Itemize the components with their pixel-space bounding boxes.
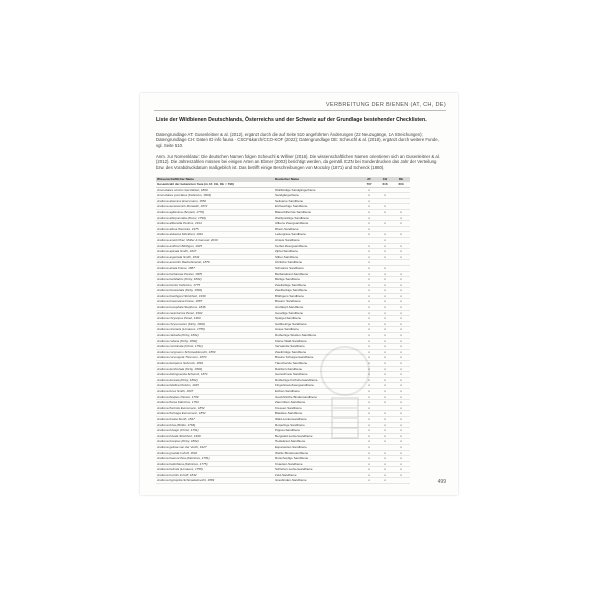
at-cell: x	[368, 478, 370, 483]
ch-cell: x	[384, 321, 386, 326]
at-cell: x	[368, 444, 370, 449]
de-cell: x	[400, 293, 402, 298]
at-cell: x	[368, 338, 370, 343]
de-cell: x	[400, 428, 402, 433]
ch-cell: x	[384, 327, 386, 332]
ch-cell: x	[384, 388, 386, 393]
scientific-name-cell: Ammobates vinctus Gerstäcker, 1869	[157, 187, 208, 192]
document-page	[140, 93, 458, 495]
at-cell: x	[368, 400, 370, 405]
german-name-cell: Zweibrütige Sandbiene	[275, 349, 307, 354]
watermark-logo	[310, 343, 380, 453]
german-name-cell: Rotschopfige Sandbiene	[275, 456, 309, 461]
de-cell: x	[400, 249, 402, 254]
at-cell: x	[368, 277, 370, 282]
ch-cell: x	[384, 254, 386, 259]
de-cell: x	[400, 366, 402, 371]
scientific-name-cell: Andrena coitana (Kirby, 1802)	[157, 338, 198, 343]
header-rule	[154, 110, 446, 111]
de-cell: x	[400, 388, 402, 393]
scientific-name-cell: Andrena fulvata Stöckhert, 1930	[157, 433, 201, 438]
ch-cell: x	[384, 433, 386, 438]
de-cell: x	[400, 254, 402, 259]
de-cell: x	[400, 433, 402, 438]
ch-cell: x	[384, 249, 386, 254]
scientific-name-cell: Andrena denticulata (Kirby, 1802)	[157, 366, 203, 371]
at-cell: x	[368, 372, 370, 377]
header-scientific-name: Wissenschaftlicher Name	[157, 177, 194, 181]
at-cell: x	[368, 187, 370, 192]
de-cell: x	[400, 316, 402, 321]
at-cell: x	[368, 333, 370, 338]
at-cell: x	[368, 215, 370, 220]
at-cell: x	[368, 221, 370, 226]
german-name-cell: Ledergraue Sandbiene	[275, 232, 307, 237]
at-cell: x	[368, 439, 370, 444]
de-cell: x	[400, 467, 402, 472]
header-german-name: Deutscher Name	[275, 177, 300, 181]
de-cell: x	[400, 243, 402, 248]
ch-cell: x	[384, 338, 386, 343]
ch-cell	[377, 216, 393, 221]
de-cell: x	[400, 215, 402, 220]
german-name-cell: Blüthgens Sandbiene	[275, 293, 304, 298]
de-cell	[393, 478, 409, 483]
german-name-cell: Bergwald-Lockensandbiene	[275, 433, 313, 438]
de-cell	[393, 260, 409, 265]
at-cell: x	[368, 316, 370, 321]
german-name-cell: Graubinden-Sandbiene	[275, 478, 307, 483]
ch-cell: x	[384, 450, 386, 455]
german-name-cell: Gewöhnliche Bindensandbiene	[275, 394, 318, 399]
at-cell: x	[368, 321, 370, 326]
scientific-name-cell: Andrena anthrisci Blüthgen, 1925	[157, 243, 203, 248]
at-cell: x	[368, 193, 370, 198]
ch-cell	[377, 199, 393, 204]
scientific-name-cell: Andrena floricola Eversmann, 1852	[157, 405, 205, 410]
at-cell: x	[368, 288, 370, 293]
scientific-name-cell: Andrena gelriae van der Vecht, 1927	[157, 444, 207, 449]
scientific-name-cell: Andrena flavipes Panzer, 1799	[157, 394, 199, 399]
scientific-name-cell: Andrena hattorfiana (Fabricius, 1775)	[157, 461, 208, 466]
running-head: VERBREITUNG DER BIENEN (AT, CH, DE)	[325, 102, 446, 108]
total-at: 707	[366, 182, 372, 186]
at-cell: x	[368, 254, 370, 259]
de-cell: x	[400, 405, 402, 410]
header-ch: CH	[382, 177, 388, 181]
german-name-cell: Rotbeinige Körbchensandbiene	[275, 377, 318, 382]
ch-cell: x	[384, 271, 386, 276]
at-cell: x	[368, 305, 370, 310]
scientific-name-cell: Andrena alfkenella Perkins, 1914	[157, 221, 202, 226]
scientific-name-cell: Andrena agilissima (Scopoli, 1770)	[157, 209, 205, 214]
german-name-cell: Schlehen-Lockensandbiene	[275, 467, 313, 472]
at-cell: x	[368, 243, 370, 248]
ch-cell: x	[384, 416, 386, 421]
ch-cell: x	[384, 422, 386, 427]
german-name-cell: Amiets Sandbiene	[275, 237, 300, 242]
ch-cell: x	[384, 333, 386, 338]
german-name-cell: Kleine Wald-Sandbiene	[275, 338, 307, 343]
german-name-cell: Gesellige Sandbiene	[275, 310, 304, 315]
scientific-name-cell: Andrena braunsiana Friese, 1887	[157, 299, 203, 304]
total-label: Gesamtzahl der bekannten Taxa (in AT, CH, DE = 798)	[157, 182, 234, 186]
scientific-name-cell: Andrena fucata Smith, 1847	[157, 416, 195, 421]
de-cell: x	[400, 461, 402, 466]
german-name-cell: Heidekraut-Sandbiene	[275, 439, 306, 444]
de-cell: x	[400, 288, 402, 293]
scientific-name-cell: Andrena distinguenda Schenck, 1871	[157, 372, 208, 377]
ch-cell: x	[384, 221, 386, 226]
scientific-name-cell: Andrena humilis Imhoff, 1832	[157, 472, 197, 477]
at-cell: x	[368, 204, 370, 209]
at-cell: x	[368, 394, 370, 399]
header-de: DE	[398, 177, 404, 181]
at-cell: x	[368, 232, 370, 237]
scientific-name-cell: Andrena gravida Imhoff, 1832	[157, 450, 198, 455]
scientific-name-cell: Andrena albopunctata (Rossi, 1790)	[157, 215, 206, 220]
scientific-name-cell: Andrena cineraria (Linnaeus, 1758)	[157, 327, 205, 332]
de-cell: x	[400, 439, 402, 444]
ch-cell: x	[384, 243, 386, 248]
german-name-cell: Bärtige Sandbiene	[275, 277, 301, 282]
total-spacer	[275, 182, 361, 187]
scientific-name-cell: Andrena apicata Smith, 1847	[157, 249, 197, 254]
ch-cell: x	[384, 204, 386, 209]
ch-cell: x	[384, 299, 386, 304]
de-cell: x	[400, 411, 402, 416]
german-name-cell: Rainfarn-Sandbiene	[275, 366, 303, 371]
german-name-cell: Wollbindige Sandgängerbiene	[275, 187, 316, 192]
ch-cell: x	[384, 366, 386, 371]
ch-cell: x	[384, 439, 386, 444]
german-name-cell: Weiße Bindensandbiene	[275, 450, 309, 455]
ch-cell: x	[384, 456, 386, 461]
scientific-name-cell: Ammobates punctatus (Fabricius, 1804)	[157, 193, 212, 198]
de-cell: x	[400, 327, 402, 332]
german-name-cell: Weißpunktige Sandbiene	[275, 215, 309, 220]
de-cell	[393, 227, 409, 232]
german-name-cell: Alfkens Zwergsandbiene	[275, 221, 309, 226]
german-name-cell: Verwandte Sandbiene	[275, 344, 305, 349]
at-cell: x	[368, 327, 370, 332]
german-name-cell: Pippau-Sandbiene	[275, 428, 301, 433]
de-cell: x	[400, 305, 402, 310]
german-name-cell: Schwarze Sandbiene	[275, 265, 304, 270]
de-cell: x	[400, 209, 402, 214]
at-cell: x	[368, 355, 370, 360]
german-name-cell: Wald-Lockensandbiene	[275, 416, 307, 421]
ch-cell: x	[384, 277, 386, 282]
ch-cell: x	[384, 232, 386, 237]
ch-cell	[377, 260, 393, 265]
german-name-cell: Spargel-Sandbiene	[275, 316, 302, 321]
scientific-name-cell: Andrena falsifica Perkins, 1915	[157, 383, 200, 388]
ch-cell: x	[384, 293, 386, 298]
ch-cell: x	[384, 461, 386, 466]
german-name-cell: Eichen-Sandbiene	[275, 388, 300, 393]
de-cell: x	[400, 394, 402, 399]
ch-cell: x	[384, 361, 386, 365]
ch-cell: x	[384, 265, 386, 270]
ch-cell	[377, 188, 393, 193]
at-cell: x	[368, 299, 370, 304]
scientific-name-cell: Andrena combinata (Christ, 1791)	[157, 344, 203, 349]
scientific-name-cell: Andrena aberrans Eversmann, 1852	[157, 198, 207, 203]
ch-cell: x	[384, 305, 386, 310]
de-cell: x	[400, 299, 402, 304]
scientific-name-cell: Andrena clarkella (Kirby, 1802)	[157, 333, 199, 338]
scientific-name-cell: Andrena helvola (Linnaeus, 1758)	[157, 467, 203, 472]
ch-cell: x	[384, 411, 386, 416]
german-name-cell: Esparsetten-Sandbiene	[275, 444, 307, 449]
german-name-cell: Graue Sandbiene	[275, 327, 299, 332]
scientific-name-cell: Andrena florivaga Eversmann, 1852	[157, 411, 206, 416]
at-cell: x	[368, 366, 370, 371]
at-cell: x	[368, 416, 370, 421]
ch-cell: x	[384, 193, 386, 198]
de-cell	[393, 188, 409, 193]
at-cell: x	[368, 209, 370, 214]
ch-cell: x	[384, 394, 386, 399]
de-cell	[393, 266, 409, 271]
german-name-cell: Blauschillernde Sandbiene	[275, 209, 312, 214]
de-cell: x	[400, 277, 402, 282]
de-cell: x	[400, 221, 402, 226]
ch-cell: x	[384, 209, 386, 214]
ch-cell: x	[384, 349, 386, 354]
at-cell: x	[368, 422, 370, 427]
de-cell: x	[400, 383, 402, 388]
de-cell: x	[400, 344, 402, 349]
german-name-cell: Fingerkraut-Zwergsandbiene	[275, 383, 314, 388]
german-name-cell: Zipfel-Sandbiene	[275, 249, 299, 254]
scientific-name-cell: Andrena bimaculata (Kirby, 1802)	[157, 288, 203, 293]
german-name-cell: Knautien-Sandbiene	[275, 461, 303, 466]
at-cell: x	[368, 467, 370, 472]
de-cell: x	[400, 400, 402, 405]
at-cell: x	[368, 456, 370, 461]
at-cell: x	[368, 198, 370, 203]
ch-cell: x	[384, 316, 386, 321]
scientific-name-cell: Andrena barbilabris (Kirby, 1802)	[157, 277, 202, 282]
scientific-name-cell: Andrena fuscipes (Kirby, 1802)	[157, 439, 199, 444]
at-cell: x	[368, 433, 370, 438]
scientific-name-cell: Andrena haemorrhoa (Fabricius, 1781)	[157, 456, 210, 461]
german-name-cell: Seltsame Sandbiene	[275, 198, 304, 203]
de-cell: x	[400, 338, 402, 343]
de-cell: x	[400, 355, 402, 360]
scientific-name-cell: Andrena carantonica Pérez, 1902	[157, 310, 203, 315]
scientific-name-cell: Andrena fulvago (Christ, 1791)	[157, 428, 199, 433]
at-cell: x	[368, 265, 370, 270]
scientific-name-cell: Andrena bluethgeni Stöckhert, 1930	[157, 293, 206, 298]
total-de: 603	[398, 182, 404, 186]
de-cell: x	[400, 349, 402, 354]
de-cell: x	[400, 232, 402, 237]
ch-cell: x	[384, 377, 386, 382]
german-name-cell: Täuschende Sandbiene	[275, 361, 308, 365]
section-title: Liste der Wildbienen Deutschlands, Österreichs und der Schweiz auf der Grundlage bestehender Checklisten.	[156, 117, 427, 123]
de-cell: x	[400, 377, 402, 382]
de-cell: x	[400, 310, 402, 315]
de-cell: x	[400, 456, 402, 461]
at-cell	[361, 238, 377, 243]
german-name-cell: Großkopf-Sandbiene	[275, 305, 304, 310]
scientific-name-cell: Andrena bucephala Stephens, 1846	[157, 305, 206, 310]
de-cell: x	[400, 472, 402, 477]
at-cell: x	[368, 472, 370, 477]
german-name-cell: Ähnliche Sandbiene	[275, 260, 303, 265]
scientific-name-cell: Andrena chrysopus Pérez, 1903	[157, 316, 201, 321]
at-cell: x	[368, 411, 370, 416]
scientific-name-cell: Andrena decipiens Schenck, 1861	[157, 361, 204, 365]
scientific-name-cell: Andrena dorsata (Kirby, 1802)	[157, 377, 198, 382]
ch-cell: x	[384, 472, 386, 477]
german-name-cell: Braune Schuppensandbiene	[275, 355, 314, 360]
scientific-name-cell: Andrena argentata Smith, 1844	[157, 254, 200, 259]
ch-cell: x	[384, 237, 386, 242]
german-name-cell: Rotpelzige Sandbiene	[275, 422, 305, 427]
at-cell: x	[368, 383, 370, 388]
german-name-cell: Rhein-Sandbiene	[275, 226, 299, 231]
at-cell: x	[368, 260, 370, 265]
scientific-name-cell: Andrena assimilis Radoszkowski, 1876	[157, 260, 210, 265]
ch-cell: x	[384, 355, 386, 360]
de-cell	[393, 193, 409, 198]
german-name-cell: Silber-Sandbiene	[275, 254, 299, 259]
table-row	[156, 478, 410, 484]
ch-cell: x	[384, 400, 386, 405]
scientific-name-cell: Andrena chrysosceles (Kirby, 1802)	[157, 321, 206, 326]
at-cell: x	[368, 377, 370, 382]
de-cell: x	[400, 271, 402, 276]
ch-cell: x	[384, 344, 386, 349]
scientific-name-cell: Andrena aeneiventris Morawitz, 1872	[157, 204, 208, 209]
ch-cell: x	[384, 310, 386, 315]
scientific-name-cell: Andrena alutacea Stöckhert, 1942	[157, 232, 204, 237]
ch-cell: x	[384, 383, 386, 388]
data-basis-paragraph: Datengrundlage AT: Gusenleitner & al. (2012), ergänzt durch die auf Seite 510 angeführten Änderungen (22 Neuzugänge, 1A Streichungen); Datengrundlage CH: Daten ID info fauna · CSCF&karch/CCO-KOF (2022); Datengrundlage DE: Scheuchl & al. (2018), ergänzt durch weitere Funde, vgl. Seite 510.	[156, 132, 439, 148]
de-cell	[393, 204, 409, 209]
at-cell: x	[368, 388, 370, 393]
de-cell: x	[400, 321, 402, 326]
ch-cell	[377, 227, 393, 232]
ch-cell: x	[384, 428, 386, 433]
de-cell: x	[400, 416, 402, 421]
scientific-name-cell: Andrena atrata Friese, 1887	[157, 265, 195, 270]
de-cell: x	[400, 450, 402, 455]
at-cell: x	[368, 293, 370, 298]
de-cell: x	[400, 333, 402, 338]
at-cell: x	[368, 450, 370, 455]
ch-cell: x	[384, 467, 386, 472]
ch-cell: x	[384, 288, 386, 293]
ch-cell: x	[384, 372, 386, 377]
at-cell: x	[368, 310, 370, 315]
header-at: AT	[367, 177, 371, 181]
at-cell: x	[368, 349, 370, 354]
total-ch: 616	[382, 182, 388, 186]
at-cell: x	[368, 344, 370, 349]
german-name-cell: Brauns' Sandbiene	[275, 299, 301, 304]
ch-cell: x	[384, 282, 386, 287]
at-cell: x	[368, 428, 370, 433]
scientific-name-cell: Andrena florea Fabricius, 1793	[157, 400, 199, 405]
de-cell: x	[400, 282, 402, 287]
scientific-name-cell: Andrena ferox Smith, 1847	[157, 388, 194, 393]
german-name-cell: Kressen-Sandbiene	[275, 405, 302, 410]
at-cell: x	[368, 361, 370, 365]
german-name-cell: Gelbbeinige Sandbiene	[275, 321, 307, 326]
scientific-name-cell: Andrena barbareae Panzer, 1805	[157, 271, 203, 276]
de-cell	[393, 238, 409, 243]
german-name-cell: Erzbauchige Sandbiene	[275, 204, 308, 209]
scientific-name-cell: Andrena curvungula Thomson, 1870	[157, 355, 207, 360]
at-cell: x	[368, 461, 370, 466]
german-name-cell: Kerbel-Zwergsandbiene	[275, 243, 308, 248]
german-name-cell: Rotbeinige Weiden-Sandbiene	[275, 333, 317, 338]
german-name-cell: Barbarakraut-Sandbiene	[275, 271, 309, 276]
scientific-name-cell: Andrena allosa Warncke, 1975	[157, 226, 199, 231]
page-number: 499	[437, 479, 446, 485]
at-cell: x	[368, 405, 370, 410]
scientific-name-cell: Andrena fulva (Müller, 1766)	[157, 422, 196, 427]
scientific-name-cell: Andrena congruens Schmiedeknecht, 1883	[157, 349, 216, 354]
at-cell: x	[368, 282, 370, 287]
de-cell: x	[400, 422, 402, 427]
at-cell: x	[368, 226, 370, 231]
de-cell	[393, 199, 409, 204]
scientific-name-cell: Andrena hypopolia Schmiedeknecht, 1883	[157, 478, 215, 483]
scientific-name-cell: Andrena amieti Praz, Müller & Genoud, 2019	[157, 237, 218, 242]
german-name-cell: Blauklee-Sandbiene	[275, 411, 303, 416]
at-cell: x	[368, 271, 370, 276]
german-name-cell: Sandgängerbiene	[275, 193, 300, 198]
german-name-cell: Zaunrüben-Sandbiene	[275, 400, 306, 405]
ch-cell: x	[384, 478, 386, 483]
german-name-cell: Zweifleckige Sandbiene	[275, 288, 308, 293]
de-cell: x	[400, 444, 402, 449]
german-name-cell: Feld-Sandbiene	[275, 472, 297, 477]
at-cell: x	[368, 249, 370, 254]
de-cell: x	[400, 361, 402, 365]
de-cell: x	[400, 372, 402, 377]
scientific-name-cell: Andrena bicolor Fabricius, 1775	[157, 282, 201, 287]
german-name-cell: Gezeichnete Sandbiene	[275, 372, 308, 377]
german-name-cell: Zweifarbige Sandbiene	[275, 282, 307, 287]
nomenclature-paragraph: Anm. zur Nomenklatur: Die deutschen Namen folgen Scheuchl & Willner (2016). Die wissenschaftlichen Namen orientieren sich an Gusenleitner & al. (2012). Die Jahreszahlen müssen bei einigen Arten an Ebmer (2003) berichtigt werden, da gemäß ICZN bei Sonderdrucken das Jahr der Verteilung bzw. des Vorabdruckdatum maßgeblich ist. Das betrifft einige Beschreibungen von Mocsáry (1871) und Schenck (1860).	[156, 154, 440, 170]
